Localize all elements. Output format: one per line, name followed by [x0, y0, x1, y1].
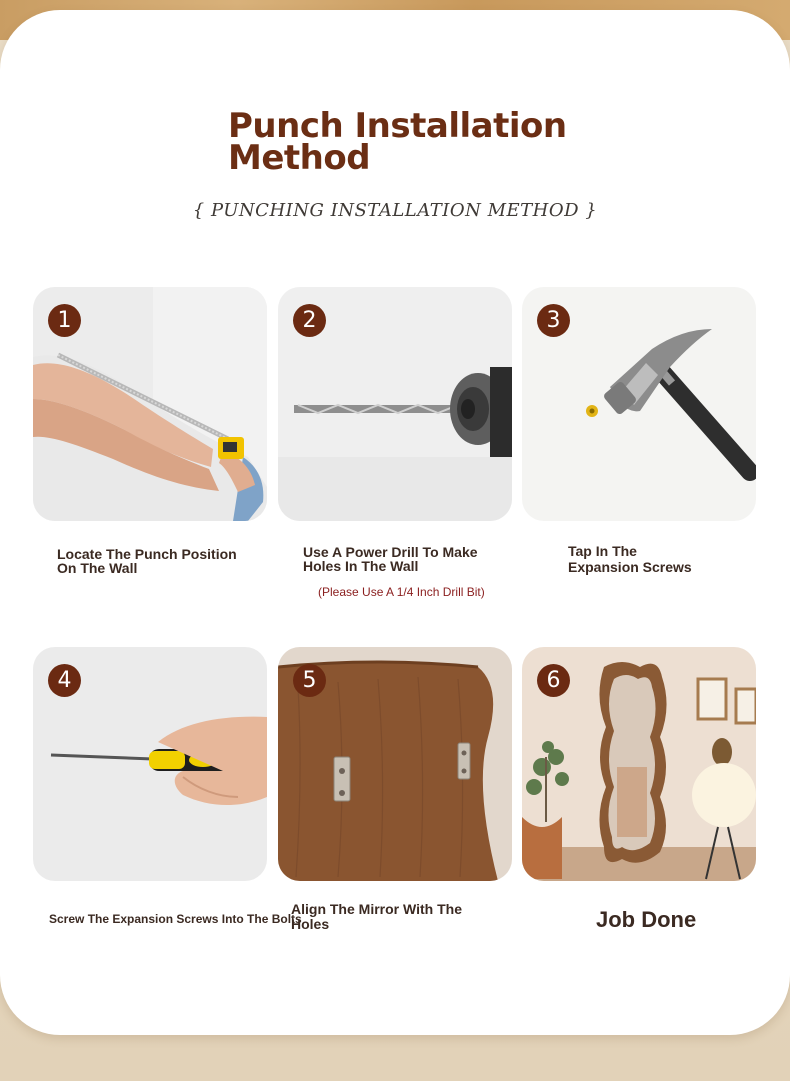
drill-bit-note: (Please Use A 1/4 Inch Drill Bit) — [318, 585, 485, 599]
step-5-caption — [291, 902, 462, 932]
step-badge: 4 — [48, 664, 81, 697]
step-1-caption — [57, 547, 237, 575]
step-6-caption: Job Done — [596, 907, 697, 932]
step-5-caption-line-1: Align The Mirror With The — [291, 901, 462, 917]
step-1-caption-line-1: Locate The Punch Position — [57, 546, 237, 562]
step-1-image — [33, 287, 267, 521]
step-2-image — [278, 287, 512, 521]
page-subtitle: { PUNCHING INSTALLATION METHOD } — [192, 200, 598, 221]
title-line-2: Method — [228, 138, 371, 178]
step-3-caption-line-2: Expansion Screws — [568, 559, 692, 575]
step-4-caption: Screw The Expansion Screws Into The Bolts — [49, 912, 302, 926]
step-badge: 3 — [537, 304, 570, 337]
step-5-caption-line-2: Holes — [291, 916, 330, 932]
step-4-image — [33, 647, 267, 881]
step-badge: 2 — [293, 304, 326, 337]
step-2-caption-line-1: Use A Power Drill To Make — [303, 544, 478, 560]
step-6-image — [522, 647, 756, 881]
step-1-caption-line-2: On The Wall — [57, 560, 138, 576]
step-3-image — [522, 287, 756, 521]
page-title — [228, 106, 588, 178]
step-badge: 6 — [537, 664, 570, 697]
step-3-caption-line-1: Tap In The — [568, 543, 637, 559]
title-line-1: Punch Installation — [228, 106, 567, 146]
step-3-caption — [568, 543, 692, 575]
step-2-caption-line-2: Holes In The Wall — [303, 558, 419, 574]
step-2-caption — [303, 545, 478, 573]
step-badge: 5 — [293, 664, 326, 697]
step-badge: 1 — [48, 304, 81, 337]
step-5-image — [278, 647, 512, 881]
